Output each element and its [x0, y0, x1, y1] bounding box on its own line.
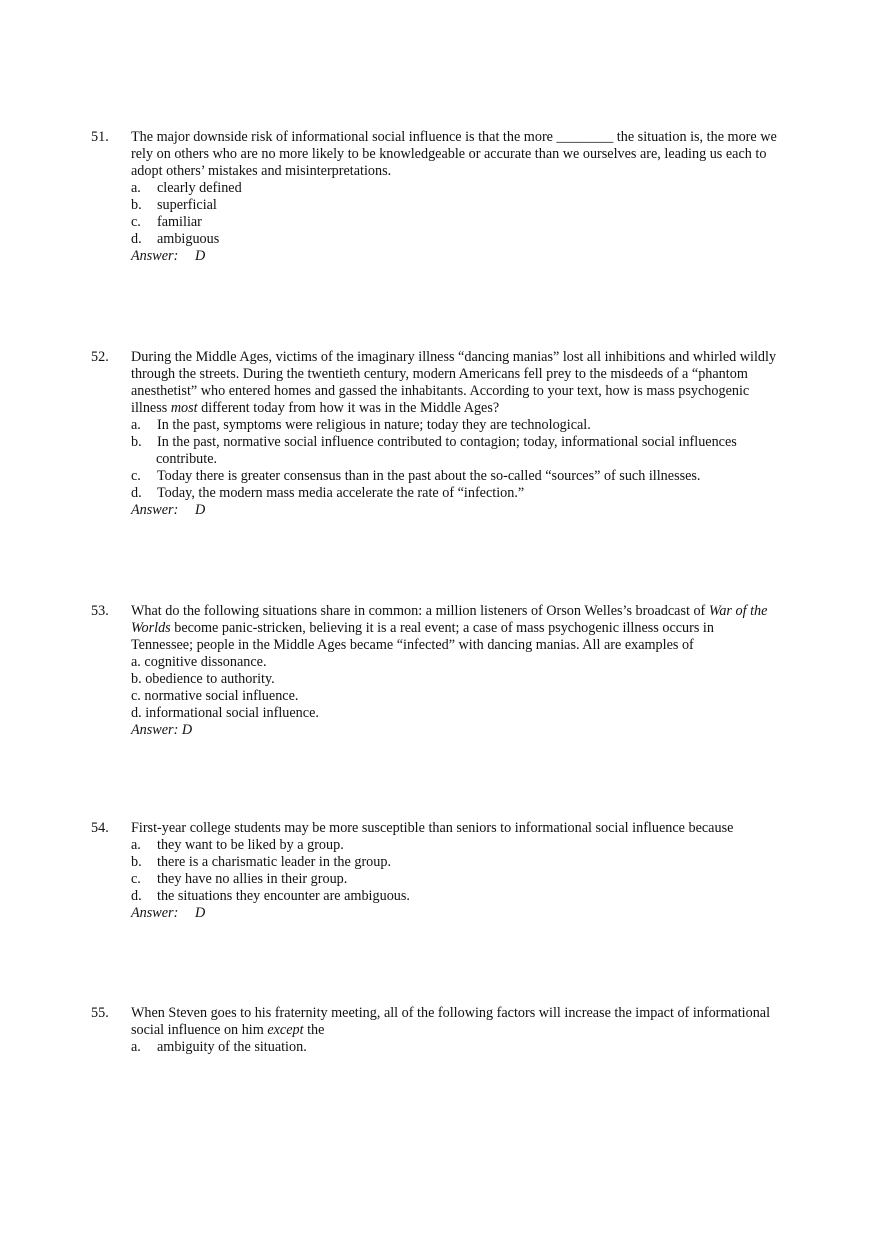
answer-value: D — [195, 502, 206, 518]
stem-line: adopt others’ mistakes and misinterpretations. — [131, 163, 392, 179]
option-a: a. clearly defined — [131, 180, 242, 196]
question-body — [131, 1005, 791, 1056]
option-continuation: contribute. — [156, 451, 218, 467]
stem-line: through the streets. During the twentieth century, modern Americans fell prey to the misdeeds of a “phantom — [131, 366, 748, 382]
option-b: b. obedience to authority. — [131, 671, 275, 687]
option-b: b. In the past, normative social influence contributed to contagion; today, informational social influences contribute. — [131, 434, 791, 468]
stem-line: First-year college students may be more susceptible than seniors to informational social influence because — [131, 820, 734, 836]
question-stem — [131, 129, 791, 180]
option-c: c. they have no allies in their group. — [131, 871, 348, 887]
option-d: d. the situations they encounter are ambiguous. — [131, 888, 410, 904]
stem-line: The major downside risk of informational social influence is that the more ________ the situation is, the more we — [131, 129, 777, 145]
option-d: d. ambiguous — [131, 231, 220, 247]
question-stem — [131, 820, 791, 837]
stem-line: anesthetist” who entered homes and gassed the inhabitants. According to your text, how is mass psychogenic — [131, 383, 750, 399]
answer-line: Answer: D — [131, 248, 206, 264]
option-d: d. Today, the modern mass media accelerate the rate of “infection.” — [131, 485, 525, 501]
question-number: 51. — [91, 129, 109, 145]
question-number: 55. — [91, 1005, 109, 1021]
question-body — [131, 820, 791, 922]
stem-line: social influence on him except the — [131, 1022, 325, 1038]
answer-line: Answer: D — [131, 905, 206, 921]
question-body — [131, 603, 791, 739]
stem-line: When Steven goes to his fraternity meeting, all of the following factors will increase the impact of informational — [131, 1005, 771, 1021]
stem-line: rely on others who are no more likely to be knowledgeable or accurate than we ourselves are, leading us each to — [131, 146, 767, 162]
stem-line: During the Middle Ages, victims of the imaginary illness “dancing manias” lost all inhibitions and whirled wildly — [131, 349, 777, 365]
question-stem — [131, 603, 791, 654]
question-number: 53. — [91, 603, 109, 619]
question-number: 54. — [91, 820, 109, 836]
stem-line: Worlds become panic-stricken, believing it is a real event; a case of mass psychogenic illness occurs in — [131, 620, 714, 636]
question-body — [131, 349, 791, 519]
stem-line: illness most different today from how it was in the Middle Ages? — [131, 400, 500, 416]
answer-line: Answer: D — [131, 502, 206, 518]
option-b: b. superficial — [131, 197, 217, 213]
answer-value: D — [195, 248, 206, 264]
question-stem — [131, 1005, 791, 1039]
option-d: d. informational social influence. — [131, 705, 319, 721]
question-stem — [131, 349, 791, 417]
question-body — [131, 129, 791, 265]
option-c: c. Today there is greater consensus than in the past about the so-called “sources” of such illnesses. — [131, 468, 701, 484]
stem-line: Tennessee; people in the Middle Ages became “infected” with dancing manias. All are examples of — [131, 637, 694, 653]
option-a: a. they want to be liked by a group. — [131, 837, 344, 853]
option-a: a. ambiguity of the situation. — [131, 1039, 307, 1055]
answer-value: D — [195, 905, 206, 921]
question-number: 52. — [91, 349, 109, 365]
answer-line: Answer: D — [131, 722, 193, 738]
option-a: a. In the past, symptoms were religious in nature; today they are technological. — [131, 417, 591, 433]
option-b: b. there is a charismatic leader in the group. — [131, 854, 391, 870]
stem-line: What do the following situations share in common: a million listeners of Orson Welles’s broadcast of War of the — [131, 603, 768, 619]
option-a: a. cognitive dissonance. — [131, 654, 267, 670]
option-c: c. normative social influence. — [131, 688, 299, 704]
option-c: c. familiar — [131, 214, 202, 230]
